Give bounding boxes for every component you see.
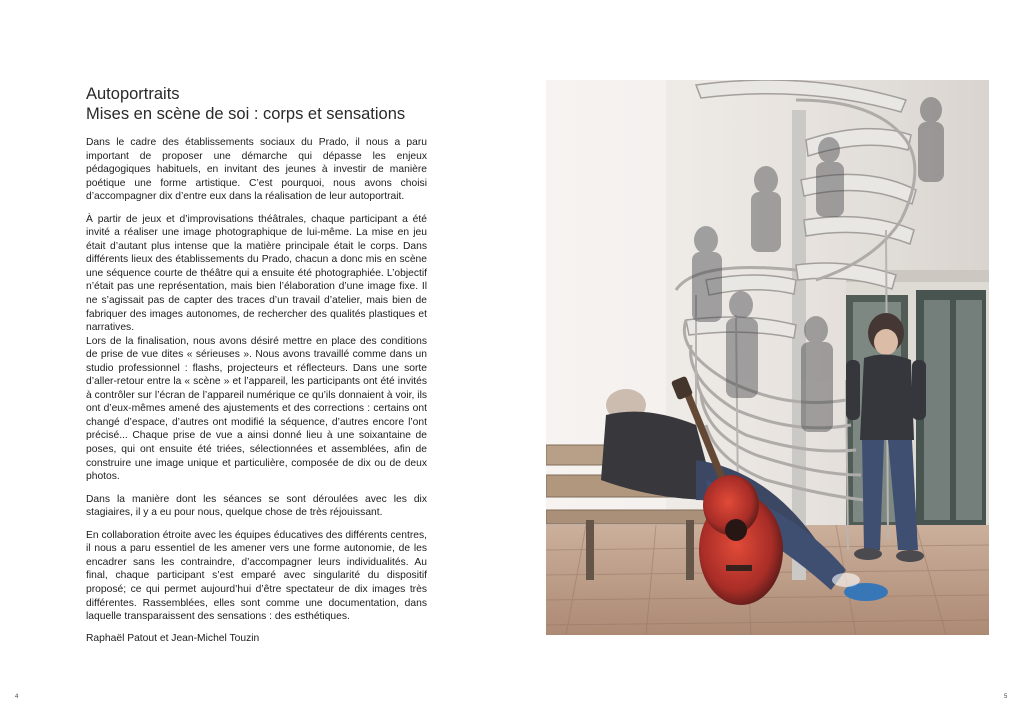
article-body xyxy=(86,136,427,645)
photo-illustration xyxy=(546,80,989,635)
paragraph-5: En collaboration étroite avec les équipes éducatives des différents centres, il nous a paru essentiel de les amener vers une forme autonomie, de les encadrer sans les contraindre, d’accompagner leurs individualités. Au final, chaque participant s’est emparé avec singularité du dispositif proposé; ce qui permet aujourd’hui d’être spectateur de dix images très différentes. Rassemblées, elles sont comme une documentation, dans laquelle transparaissent des sensations : des esthétiques. xyxy=(86,529,427,623)
signature: Raphaël Patout et Jean-Michel Touzin xyxy=(86,632,260,644)
staircase-photo xyxy=(546,80,989,635)
paragraph-3: Lors de la finalisation, nous avons désiré mettre en place des conditions de prise de vue dites « sérieuses ». Nous avons travaillé comme dans un studio professionnel : flashs, projecteurs et réflecteurs. Dans une sorte d’aller-retour entre la « scène » et l’appareil, les participants ont été invités à contrôler sur l’écran de l’appareil numérique ce qu’ils donnaient à voir, ils ont d’eux-mêmes amené des ajustements et des corrections : certains ont changé d’espace, d’autres ont modifié la séquence, d’autres encore l’ont précisé... Chaque prise de vue a ainsi donné lieu à une soixantaine de poses, qui ont ensuite été triées, sélectionnées et assemblées, afin de construire une image unique et particulière, composée de dix ou de deux photos. xyxy=(86,335,427,483)
title-line-1: Autoportraits xyxy=(86,85,180,103)
title-line-2: Mises en scène de soi : corps et sensations xyxy=(86,105,406,123)
paragraph-1: Dans le cadre des établissements sociaux du Prado, il nous a paru important de proposer une démarche qui dépasse les enjeux pédagogiques habituels, en invitant des jeunes à investir de manière poétique une forme artistique. C’est pourquoi, nous avons choisi d’accompagner dix d’entre eux dans la réalisation de leur autoportrait. xyxy=(86,137,427,203)
page-number-right: 5 xyxy=(1004,694,1008,700)
paragraph-4: Dans la manière dont les séances se sont déroulées avec les dix stagiaires, il y a eu pour nous, quelque chose de très réjouissant. xyxy=(86,493,427,519)
left-page xyxy=(0,0,511,716)
paragraph-2: À partir de jeux et d’improvisations théâtrales, chaque participant a été invité a réaliser une image photographique de lui-même. La mise en jeu était d’autant plus intense que la matière principale était le corps. Dans différents lieux des établissements du Prado, chacun a donc mis en scène une séquence courte de théâtre qui a ensuite été photographiée. L’objectif n’était pas une représentation, mais bien l’élaboration d’une image fixe. Il ne s’agissait pas de capter des traces d’un travail d’atelier, mais bien de fabriquer des images autonomes, de rechercher des qualités plastiques et narratives. xyxy=(86,213,427,334)
page-number-left: 4 xyxy=(15,694,19,700)
article-title xyxy=(86,84,431,124)
